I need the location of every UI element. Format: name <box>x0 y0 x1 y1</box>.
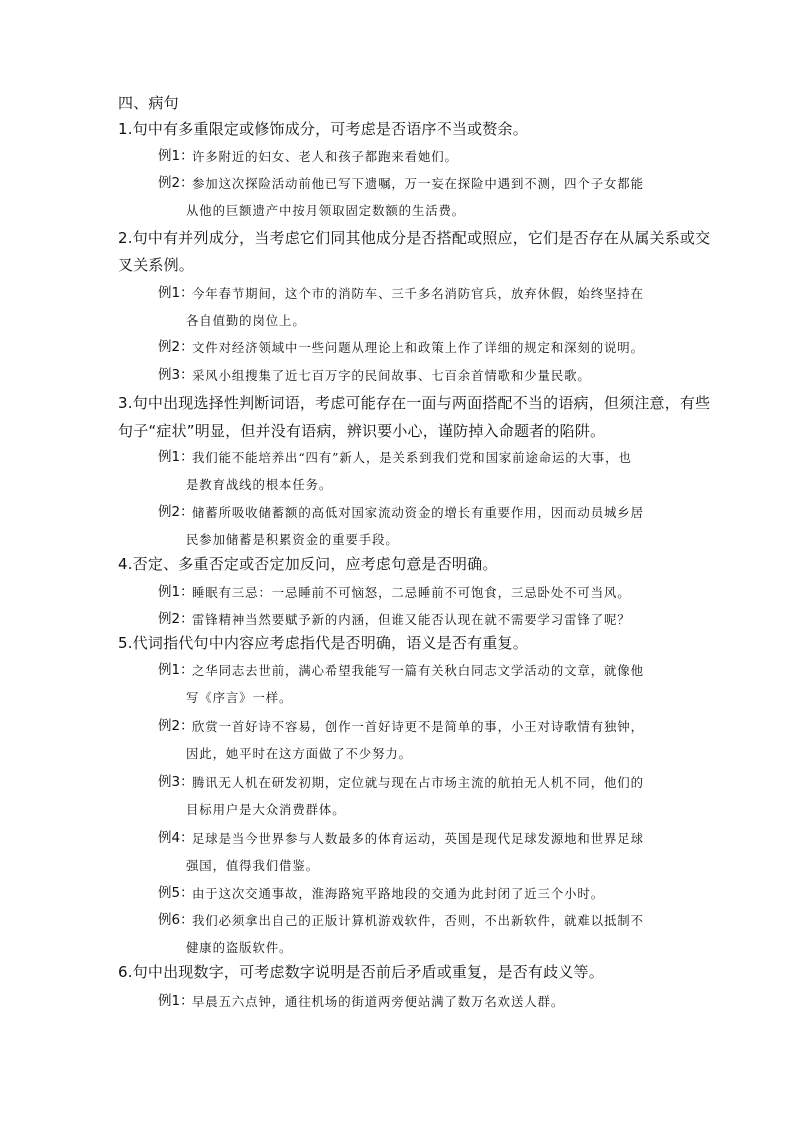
example-text: 各自值勤的岗位上。 <box>186 313 306 328</box>
example-text: 强国，值得我们借鉴。 <box>186 858 319 873</box>
example-text: 之华同志去世前，满心希望我能写一篇有关秋白同志文学活动的文章，就像他 <box>192 663 644 678</box>
example-text: 因此，她平时在这方面做了不少努力。 <box>186 746 412 761</box>
rule-text: 2.句中有并列成分，当考虑它们同其他成分是否搭配或照应，它们是否存在从属关系或交 <box>118 229 711 247</box>
example-text: 欣赏一首好诗不容易，创作一首好诗更不是简单的事，小王对诗歌情有独钟， <box>192 719 644 734</box>
example-text: 写《序言》一样。 <box>186 690 293 705</box>
example-text: 许多附近的妇女、老人和孩子都跑来看她们。 <box>192 149 458 164</box>
rule-text: 句子“症状”明显，但并没有语病，辨识要小心，谨防掉入命题者的陷阱。 <box>118 422 606 440</box>
example-label: 例2： <box>158 504 194 520</box>
example-label: 例1： <box>158 148 194 164</box>
example-label: 例3： <box>158 774 194 790</box>
rule-text: 叉关系例。 <box>118 256 195 274</box>
example-label: 例1： <box>158 584 194 600</box>
example-text: 文件对经济领域中一些问题从理论上和政策上作了详细的规定和深刻的说明。 <box>192 340 644 355</box>
example-text: 今年春节期间，这个市的消防车、三千多名消防官兵，放弃休假，始终坚持在 <box>192 286 644 301</box>
example-label: 例1： <box>158 449 194 465</box>
example-text: 睡眠有三忌：一忌睡前不可恼怒，二忌睡前不可饱食，三忌卧处不可当风。 <box>192 585 631 600</box>
example-label: 例2： <box>158 175 194 191</box>
example-text: 我们能不能培养出“四有”新人，是关系到我们党和国家前途命运的大事，也 <box>192 450 632 465</box>
example-label: 例5： <box>158 885 194 901</box>
example-text: 从他的巨额遗产中按月领取固定数额的生活费。 <box>186 203 466 218</box>
example-text: 参加这次探险活动前他已写下遗嘱，万一妄在探险中遇到不测，四个子女都能 <box>192 176 644 191</box>
rule-text: 1.句中有多重限定或修饰成分，可考虑是否语序不当或赘余。 <box>118 120 528 138</box>
example-text: 是教育战线的根本任务。 <box>186 477 333 492</box>
example-label: 例6： <box>158 912 194 928</box>
example-text: 由于这次交通事故，淮海路宛平路地段的交通为此封闭了近三个小时。 <box>192 886 605 901</box>
example-text: 目标用户是大众消费群体。 <box>186 802 346 817</box>
rule-text: 4.否定、多重否定或否定加反问，应考虑句意是否明确。 <box>118 555 498 573</box>
example-label: 例1： <box>158 285 194 301</box>
example-label: 例3： <box>158 367 194 383</box>
example-label: 例2： <box>158 611 194 627</box>
example-text: 民参加储蓄是积累资金的重要手段。 <box>186 532 399 547</box>
example-text: 雷锋精神当然要赋予新的内涵，但谁又能否认现在就不需要学习雷锋了呢？ <box>192 612 631 627</box>
example-text: 储蓄所吸收储蓄额的高低对国家流动资金的增长有重要作用，因而动员城乡居 <box>192 505 644 520</box>
example-text: 我们必须拿出自己的正版计算机游戏软件，否则，不出新软件，就难以抵制不 <box>192 913 644 928</box>
example-text: 腾讯无人机在研发初期，定位就与现在占市场主流的航拍无人机不同，他们的 <box>192 775 644 790</box>
example-text: 足球是当今世界参与人数最多的体育运动，英国是现代足球发源地和世界足球 <box>192 831 644 846</box>
rule-text: 5.代词指代句中内容应考虑指代是否明确，语义是否有重复。 <box>118 634 528 652</box>
example-text: 采风小组搜集了近七百万字的民间故事、七百余首情歌和少量民歌。 <box>192 368 591 383</box>
example-label: 例2： <box>158 339 194 355</box>
example-label: 例1： <box>158 993 194 1009</box>
example-text: 早晨五六点钟，通往机场的街道两旁便站满了数万名欢送人群。 <box>192 994 565 1009</box>
example-label: 例2： <box>158 718 194 734</box>
rule-text: 3.句中出现选择性判断词语，考虑可能存在一面与两面搭配不当的语病，但须注意，有些 <box>118 394 711 412</box>
example-label: 例1： <box>158 662 194 678</box>
rule-text: 6.句中出现数字，可考虑数字说明是否前后矛盾或重复，是否有歧义等。 <box>118 963 604 981</box>
section-title: 四、病句 <box>118 94 179 112</box>
example-text: 健康的盗版软件。 <box>186 940 293 955</box>
example-label: 例4： <box>158 830 194 846</box>
